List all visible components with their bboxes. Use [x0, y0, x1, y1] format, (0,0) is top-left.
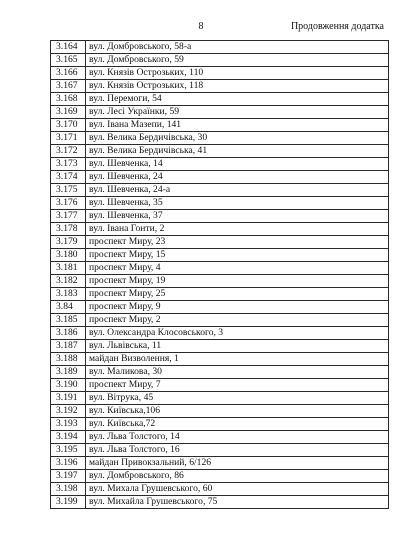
row-number: 3.199 — [51, 496, 86, 509]
row-address: вул. Михайла Грушевського, 75 — [86, 496, 389, 509]
table-row — [51, 106, 389, 119]
row-number: 3.164 — [51, 41, 86, 54]
row-address: проспект Миру, 25 — [86, 288, 389, 301]
row-number: 3.175 — [51, 184, 86, 197]
row-address: майдан Привокзальний, 6/126 — [86, 457, 389, 470]
row-number: 3.180 — [51, 249, 86, 262]
address-table-body — [51, 41, 389, 509]
table-row — [51, 171, 389, 184]
row-address: проспект Миру, 23 — [86, 236, 389, 249]
table-row — [51, 236, 389, 249]
row-number: 3.173 — [51, 158, 86, 171]
row-address: вул. Велика Бердичівська, 30 — [86, 132, 389, 145]
table-row — [51, 67, 389, 80]
row-address: вул. Київська,72 — [86, 418, 389, 431]
row-address: вул. Домбровського, 86 — [86, 470, 389, 483]
row-address: вул. Лесі Українки, 59 — [86, 106, 389, 119]
row-address: вул. Шевченка, 24-а — [86, 184, 389, 197]
row-number: 3.193 — [51, 418, 86, 431]
table-row — [51, 184, 389, 197]
row-address: проспект Миру, 15 — [86, 249, 389, 262]
row-address: вул. Князів Острозьких, 118 — [86, 80, 389, 93]
row-address: вул. Шевченка, 37 — [86, 210, 389, 223]
table-row — [51, 301, 389, 314]
row-number: 3.170 — [51, 119, 86, 132]
row-address: проспект Миру, 2 — [86, 314, 389, 327]
row-number: 3.169 — [51, 106, 86, 119]
row-address: вул. Маликова, 30 — [86, 366, 389, 379]
table-row — [51, 496, 389, 509]
table-row — [51, 275, 389, 288]
table-row — [51, 340, 389, 353]
table-row — [51, 80, 389, 93]
table-row — [51, 314, 389, 327]
row-number: 3.84 — [51, 301, 86, 314]
row-address: вул. Шевченка, 14 — [86, 158, 389, 171]
row-number: 3.189 — [51, 366, 86, 379]
row-number: 3.196 — [51, 457, 86, 470]
table-row — [51, 145, 389, 158]
row-address: вул. Льва Толстого, 16 — [86, 444, 389, 457]
row-address: проспект Миру, 19 — [86, 275, 389, 288]
row-address: вул. Домбровського, 59 — [86, 54, 389, 67]
table-row — [51, 392, 389, 405]
row-number: 3.183 — [51, 288, 86, 301]
row-number: 3.167 — [51, 80, 86, 93]
table-row — [51, 54, 389, 67]
table-row — [51, 405, 389, 418]
table-row — [51, 132, 389, 145]
row-number: 3.190 — [51, 379, 86, 392]
table-row — [51, 197, 389, 210]
row-address: вул. Шевченка, 35 — [86, 197, 389, 210]
row-address: вул. Михала Грушевського, 60 — [86, 483, 389, 496]
table-row — [51, 483, 389, 496]
row-address: вул. Івана Гонти, 2 — [86, 223, 389, 236]
row-number: 3.179 — [51, 236, 86, 249]
address-table — [50, 40, 389, 509]
row-address: майдан Визволення, 1 — [86, 353, 389, 366]
row-number: 3.171 — [51, 132, 86, 145]
table-row — [51, 366, 389, 379]
row-number: 3.174 — [51, 171, 86, 184]
row-address: проспект Миру, 9 — [86, 301, 389, 314]
row-number: 3.195 — [51, 444, 86, 457]
row-number: 3.182 — [51, 275, 86, 288]
row-number: 3.176 — [51, 197, 86, 210]
table-row — [51, 288, 389, 301]
table-row — [51, 379, 389, 392]
table-row — [51, 470, 389, 483]
row-address: вул. Шевченка, 24 — [86, 171, 389, 184]
row-address: проспект Миру, 7 — [86, 379, 389, 392]
table-row — [51, 210, 389, 223]
row-number: 3.166 — [51, 67, 86, 80]
table-row — [51, 119, 389, 132]
row-address: вул. Князів Острозьких, 110 — [86, 67, 389, 80]
table-row — [51, 249, 389, 262]
row-number: 3.197 — [51, 470, 86, 483]
row-number: 3.165 — [51, 54, 86, 67]
table-row — [51, 444, 389, 457]
table-row — [51, 93, 389, 106]
table-row — [51, 158, 389, 171]
row-number: 3.177 — [51, 210, 86, 223]
row-address: вул. Львівська, 11 — [86, 340, 389, 353]
row-address: вул. Київська,106 — [86, 405, 389, 418]
table-row — [51, 223, 389, 236]
row-number: 3.185 — [51, 314, 86, 327]
table-row — [51, 353, 389, 366]
row-number: 3.191 — [51, 392, 86, 405]
row-number: 3.178 — [51, 223, 86, 236]
row-number: 3.187 — [51, 340, 86, 353]
row-number: 3.181 — [51, 262, 86, 275]
row-address: вул. Домбровського, 58-а — [86, 41, 389, 54]
row-address: вул. Івана Мазепи, 141 — [86, 119, 389, 132]
row-address: вул. Велика Бердичівська, 41 — [86, 145, 389, 158]
row-address: вул. Олександра Клосовського, 3 — [86, 327, 389, 340]
table-row — [51, 418, 389, 431]
continuation-caption: Продовження додатка — [290, 21, 384, 32]
row-number: 3.188 — [51, 353, 86, 366]
row-address: проспект Миру, 4 — [86, 262, 389, 275]
row-number: 3.194 — [51, 431, 86, 444]
row-number: 3.168 — [51, 93, 86, 106]
page-number: 8 — [198, 21, 204, 32]
row-address: вул. Перемоги, 54 — [86, 93, 389, 106]
table-row — [51, 262, 389, 275]
row-address: вул. Вітрука, 45 — [86, 392, 389, 405]
row-number: 3.172 — [51, 145, 86, 158]
row-number: 3.192 — [51, 405, 86, 418]
table-row — [51, 327, 389, 340]
table-row — [51, 41, 389, 54]
table-row — [51, 431, 389, 444]
row-number: 3.198 — [51, 483, 86, 496]
table-row — [51, 457, 389, 470]
row-number: 3.186 — [51, 327, 86, 340]
row-address: вул. Льва Толстого, 14 — [86, 431, 389, 444]
